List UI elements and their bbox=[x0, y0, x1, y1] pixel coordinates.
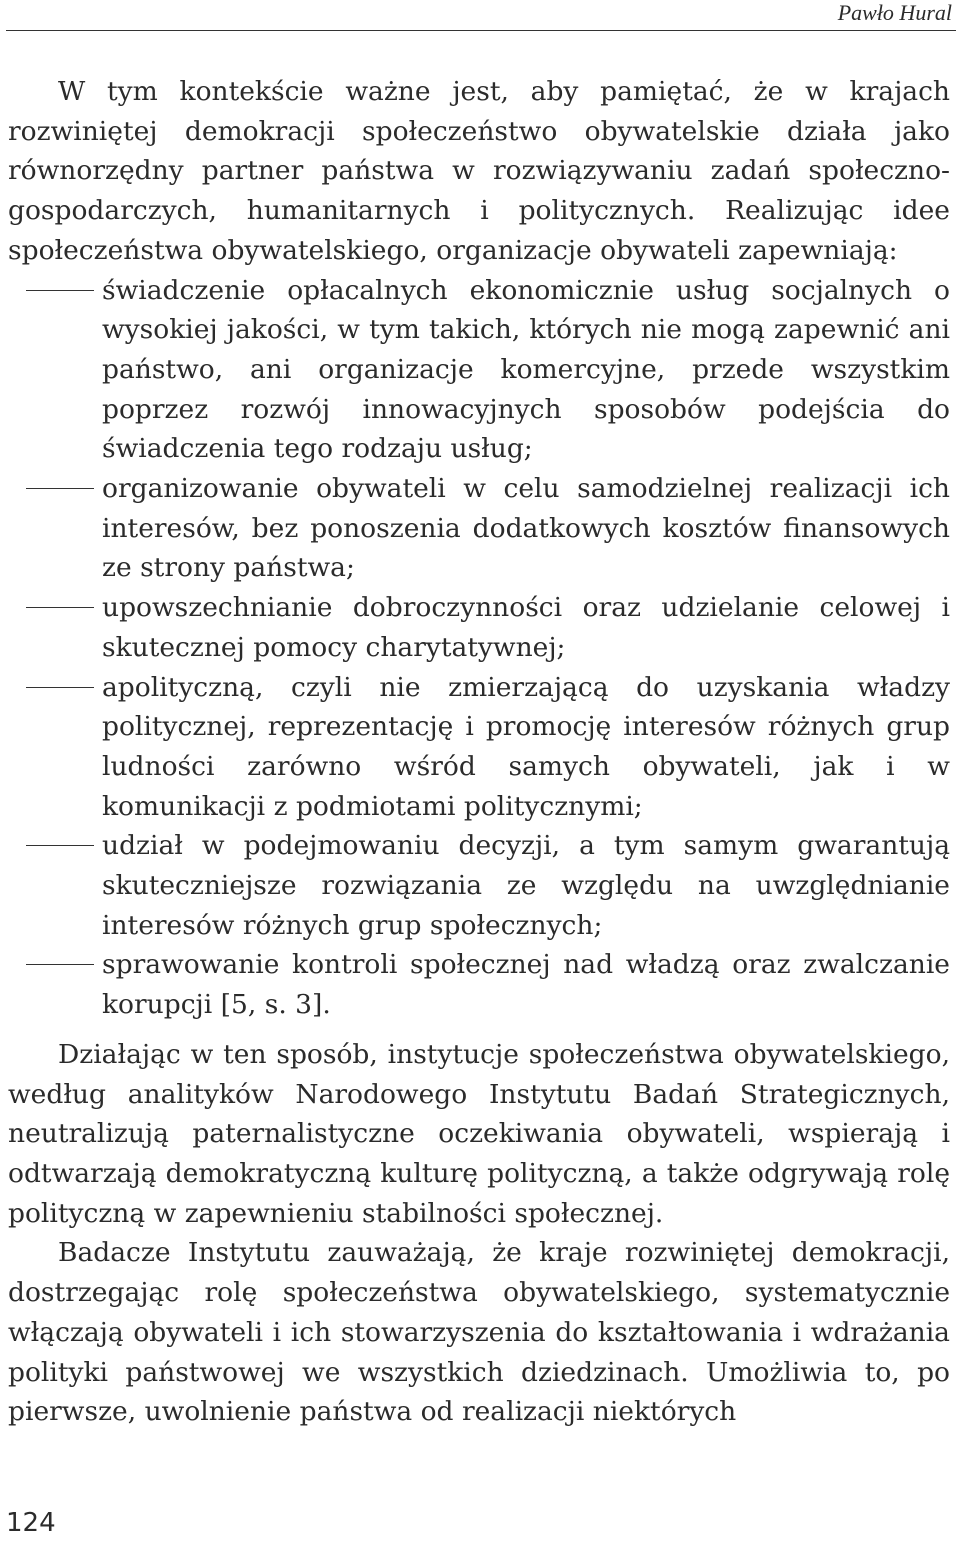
list-item bbox=[8, 826, 950, 945]
dash-bullet-icon bbox=[26, 607, 94, 608]
dash-bullet-icon bbox=[26, 964, 94, 965]
bullet-list bbox=[8, 271, 950, 1025]
running-header-author: Pawło Hural bbox=[837, 0, 952, 25]
page-number: 124 bbox=[6, 1508, 56, 1538]
list-item bbox=[8, 945, 950, 1024]
dash-bullet-icon bbox=[26, 290, 94, 291]
dash-bullet-icon bbox=[26, 845, 94, 846]
list-item bbox=[8, 668, 950, 827]
list-item bbox=[8, 271, 950, 470]
dash-bullet-icon bbox=[26, 687, 94, 688]
list-item-text: świadczenie opłacalnych ekonomicznie usług socjalnych o wysokiej jakości, w tym takich, których nie mogą zapewnić ani państwo, ani organizacje komercyjne, przede wszystkim poprzez rozwój innowacyjnych sposobów podejścia do świadczenia tego rodzaju usług; bbox=[102, 274, 950, 465]
list-item-text: organizowanie obywateli w celu samodzielnej realizacji ich interesów, bez ponoszenia dodatkowych kosztów finansowych ze strony państwa; bbox=[102, 473, 950, 584]
dash-bullet-icon bbox=[26, 488, 94, 489]
list-item-text: udział w podejmowaniu decyzji, a tym samym gwarantują skuteczniejsze rozwiązania ze względu na uwzględnianie interesów różnych grup społecznych; bbox=[102, 830, 950, 941]
list-item-text: sprawowanie kontroli społecznej nad władzą oraz zwalczanie korupcji [5, s. 3]. bbox=[102, 949, 950, 1021]
header-rule bbox=[6, 30, 956, 31]
list-item bbox=[8, 469, 950, 588]
body-paragraph: Działając w ten sposób, instytucje społeczeństwa obywatelskiego, według analityków Narodowego Instytutu Badań Strategicznych, neutralizują paternalistyczne oczekiwania obywateli, wspierają i odtwarzają demokratyczną kulturę polityczną, a także odgrywają rolę polityczną w zapewnieniu stabilności społecznej. bbox=[8, 1038, 950, 1229]
list-item-text: upowszechnianie dobroczynności oraz udzielanie celowej i skutecznej pomocy charytatywnej; bbox=[102, 592, 950, 663]
running-header bbox=[0, 0, 960, 30]
page-body bbox=[8, 72, 950, 1432]
list-item bbox=[8, 588, 950, 667]
body-paragraph: Badacze Instytutu zauważają, że kraje rozwiniętej demokracji, dostrzegając rolę społeczeństwa obywatelskiego, systematycznie włączają obywateli i ich stowarzyszenia do kształtowania i wdrażania polityki państwowej we wszystkich dziedzinach. Umożliwia to, po pierwsze, uwolnienie państwa od realizacji niektórych bbox=[8, 1237, 950, 1428]
body-paragraph: W tym kontekście ważne jest, aby pamiętać, że w krajach rozwiniętej demokracji społeczeństwo obywatelskie działa jako równorzędny partner państwa w rozwiązywaniu zadań społeczno-gospodarczych, humanitarnych i politycznych. Realizując idee społeczeństwa obywatelskiego, organizacje obywateli zapewniają: bbox=[8, 76, 950, 266]
list-item-text: apolityczną, czyli nie zmierzającą do uzyskania władzy politycznej, reprezentację i promocję interesów różnych grup ludności zarówno wśród samych obywateli, jak i w komunikacji z podmiotami politycznymi; bbox=[102, 671, 950, 822]
